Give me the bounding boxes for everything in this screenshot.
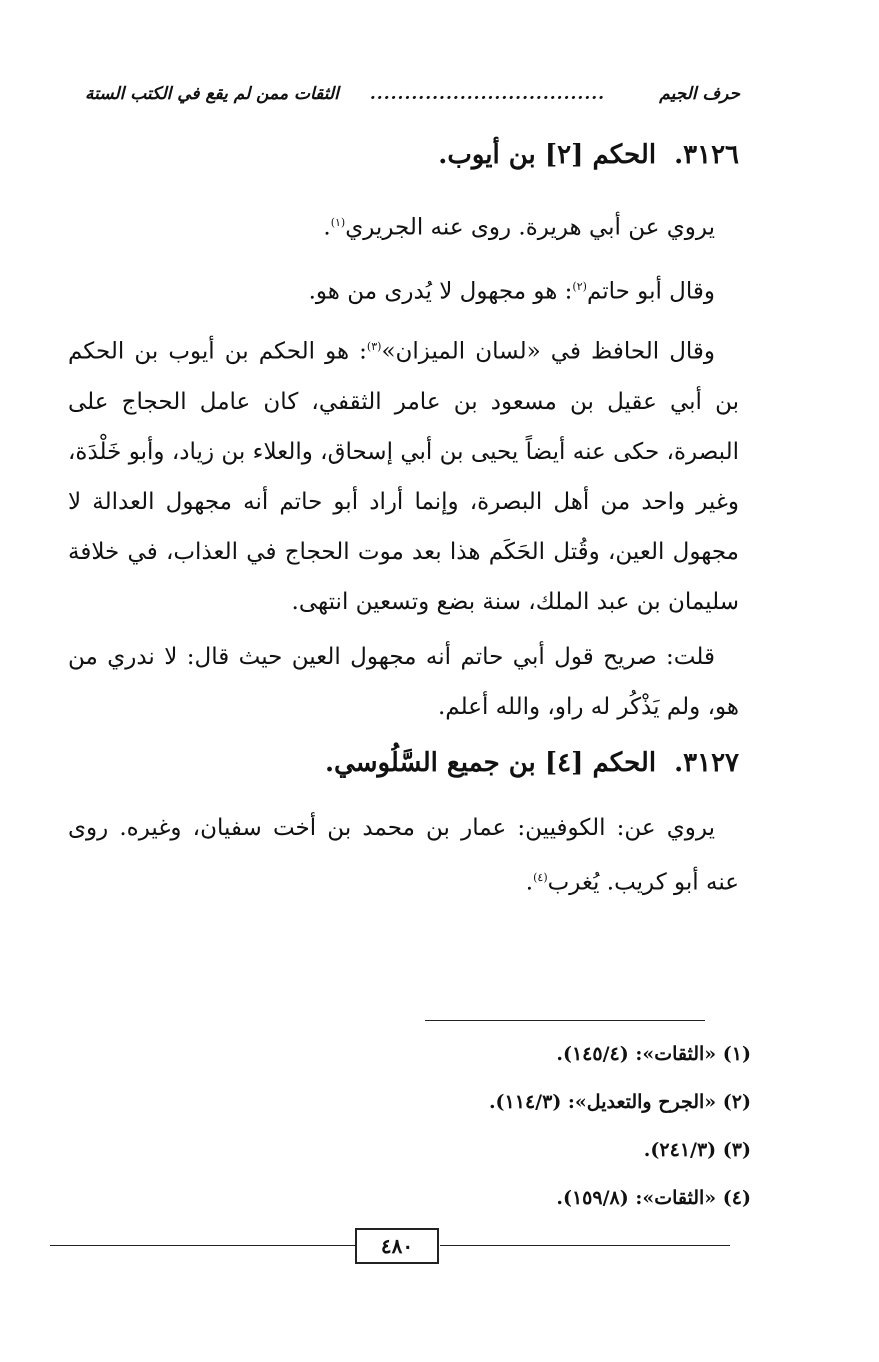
- header-book-title: الثقات ممن لم يقع في الكتب الستة: [85, 84, 339, 104]
- header-chapter: حرف الجيم: [659, 84, 740, 104]
- paragraph-text: وقال أبو حاتم: [586, 278, 715, 305]
- paragraph-abu-hatim: [68, 262, 739, 317]
- footnote-1: (١) «الثقات»: (١٤٥/٤).: [556, 1043, 751, 1065]
- entry-number: ٣١٢٧.: [674, 748, 739, 778]
- header-dot-leader: ..................................: [369, 84, 606, 104]
- paragraph-author-comment: [68, 632, 739, 732]
- paragraph-lisan-al-mizan: [68, 322, 739, 627]
- entry-heading-3126: [438, 140, 739, 170]
- entry-name: الحكم [٢] بن أيوب.: [438, 140, 657, 170]
- entry-number: ٣١٢٦.: [674, 140, 739, 170]
- paragraph-narrates-from-kufans: [68, 803, 739, 908]
- footnote-marker: (١): [330, 216, 346, 229]
- paragraph-tail: .: [323, 214, 331, 241]
- footnote-3: (٣) (٢٤١/٣).: [643, 1139, 751, 1161]
- footnote-4: (٤) «الثقات»: (١٥٩/٨).: [556, 1187, 751, 1209]
- footnote-2: (٢) «الجرح والتعديل»: (١١٤/٣).: [488, 1091, 751, 1113]
- paragraph-tail: .: [525, 869, 534, 896]
- footnote-separator: [425, 1020, 705, 1021]
- paragraph-text: يروي عن: الكوفيين: عمار بن محمد بن أخت سفيان، وغيره. روى عنه أبو كريب. يُغرب: [68, 815, 739, 896]
- footnotes: [300, 1036, 751, 1228]
- entry-heading-3127: [325, 748, 739, 778]
- page-number: ٤٨٠: [355, 1228, 439, 1264]
- bottom-rule-right: [440, 1245, 730, 1246]
- paragraph-text: قلت: صريح قول أبي حاتم أنه مجهول العين حيث قال: لا ندري من هو، ولم يَذْكُر له راو، والله أعلم.: [68, 644, 739, 720]
- footnote-marker: (٢): [572, 280, 587, 293]
- paragraph-tail: : هو الحكم بن أيوب بن الحكم بن أبي عقيل بن مسعود بن عامر الثقفي، كان عامل الحجاج على البصرة، حكى عنه أيضاً يحيى بن أبي إسحاق، والعلاء بن زياد، وأبو خَلْدَة، وغير واحد من أهل البصرة، وإنما أراد أبو حاتم أنه مجهول العدالة لا مجهول العين، وقُتل الحَكَم هذا بعد موت الحجاج في العذاب، في خلافة سليمان بن عبد الملك، سنة بضع وتسعين انتهى.: [68, 338, 739, 615]
- paragraph-text: يروي عن أبي هريرة. روى عنه الجريري: [345, 214, 715, 241]
- paragraph-text: وقال الحافظ في «لسان الميزان»: [381, 338, 716, 365]
- entry-name: الحكم [٤] بن جميع السَّلُوسي.: [324, 748, 657, 778]
- running-header: [85, 84, 740, 116]
- paragraph-narrates-from: [68, 198, 739, 253]
- footnote-marker: (٤): [533, 871, 548, 884]
- bottom-rule-left: [50, 1245, 355, 1246]
- footnote-marker: (٣): [366, 340, 382, 353]
- paragraph-tail: : هو مجهول لا يُدرى من هو.: [308, 278, 573, 305]
